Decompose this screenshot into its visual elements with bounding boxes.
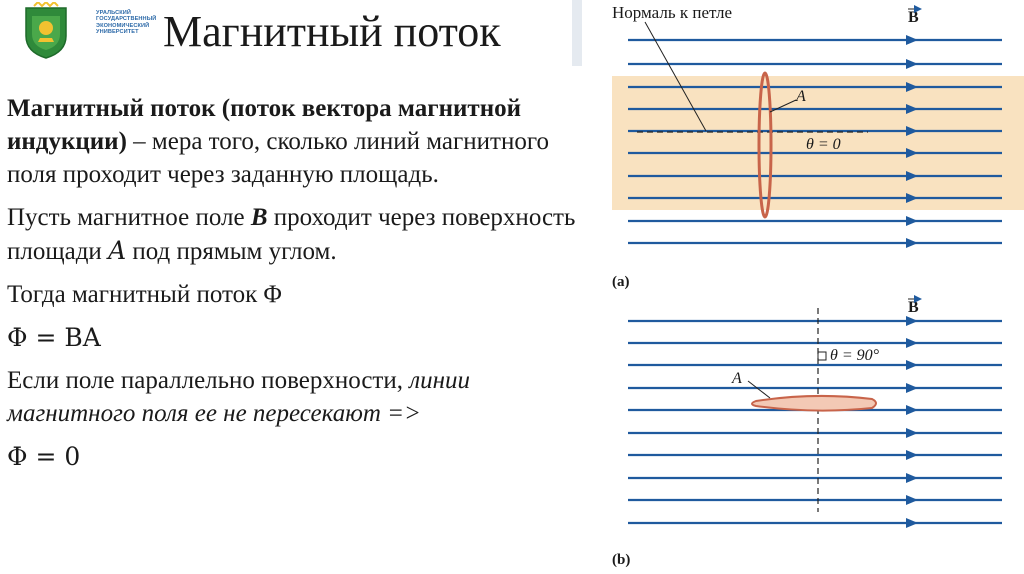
field-b-arrow-10	[906, 518, 918, 528]
condition-text-1: Пусть магнитное поле	[7, 204, 251, 231]
field-b-arrow-9	[906, 495, 918, 505]
condition-text-2: проходит через поверхность площади	[7, 204, 576, 265]
definition-term: Магнитный поток (поток вектора магнитной индукции)	[7, 95, 522, 155]
field-a-arrow-9	[906, 216, 918, 226]
theta-label-b: θ = 90°	[830, 347, 880, 364]
field-lines-b	[628, 316, 1002, 528]
formula-zero: Φ = 0	[7, 442, 81, 471]
field-b-arrow-2	[906, 338, 918, 348]
symbol-b: B	[250, 204, 268, 231]
field-b-arrow-7	[906, 450, 918, 460]
field-b-arrow-3	[906, 360, 918, 370]
panel-label-a: (a)	[612, 274, 630, 290]
loop-b	[752, 396, 876, 411]
formula-flux: Φ = BA	[7, 323, 101, 352]
field-b-arrow-8	[906, 473, 918, 483]
field-a-arrow-10	[906, 238, 918, 248]
field-a-arrow-1	[906, 35, 918, 45]
area-label-a: A	[796, 88, 806, 105]
theta-label-a: θ = 0	[806, 136, 841, 153]
symbol-a: A	[108, 236, 127, 265]
field-b-arrow-4	[906, 383, 918, 393]
area-label-b: A	[732, 370, 742, 387]
panel-label-b: (b)	[612, 552, 631, 568]
b-label-b: B	[908, 299, 919, 316]
then-paragraph: Тогда магнитный поток Φ	[7, 281, 282, 308]
definition-text: – мера того, сколько линий магнитного поля проходит через заданную площадь.	[7, 128, 549, 188]
right-angle-mark	[818, 352, 826, 360]
normal-label: Нормаль к петле	[612, 3, 733, 22]
parallel-italic: линии магнитного поля ее не пересекают =>	[7, 367, 471, 427]
field-b-arrow-6	[906, 428, 918, 438]
parallel-text: Если поле параллельно поверхности,	[7, 367, 410, 394]
condition-text-3: под прямым углом.	[126, 238, 337, 265]
area-pointer-b	[748, 381, 770, 398]
field-b-arrow-1	[906, 316, 918, 326]
field-b-arrow-5	[906, 405, 918, 415]
page-title: Магнитный поток	[163, 7, 501, 56]
b-label-a: B	[908, 9, 919, 26]
field-a-arrow-2	[906, 59, 918, 69]
logo-text: УРАЛЬСКИЙ ГОСУДАРСТВЕННЫЙ ЭКОНОМИЧЕСКИЙ УНИВЕРСИТЕТ	[96, 10, 157, 36]
